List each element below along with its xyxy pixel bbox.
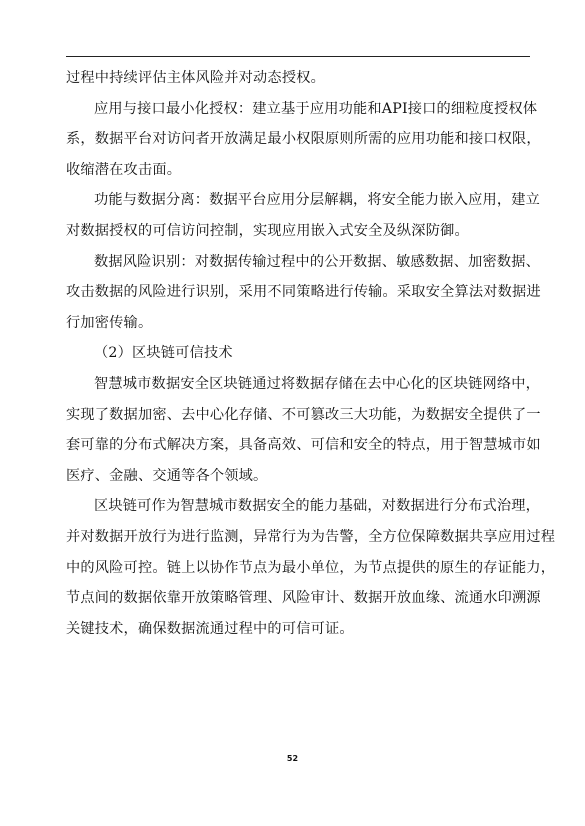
body-line: 攻击数据的风险进行识别，采用不同策略进行传输。采取安全算法对数据进 xyxy=(66,284,541,301)
body-line: 智慧城市数据安全区块链通过将数据存储在去中心化的区块链网络中， xyxy=(94,375,541,392)
body-line: 应用与接口最小化授权：建立基于应用功能和API接口的细粒度授权体 xyxy=(94,100,538,117)
body-line: 过程中持续评估主体风险并对动态授权。 xyxy=(66,70,325,86)
body-line: 实现了数据加密、去中心化存储、不可篡改三大功能，为数据安全提供了一 xyxy=(66,406,541,423)
body-line: 中的风险可控。链上以协作节点为最小单位，为节点提供的原生的存证能力， xyxy=(66,559,556,576)
body-line: 医疗、金融、交通等各个领域。 xyxy=(66,467,268,484)
body-line: 对数据授权的可信访问控制，实现应用嵌入式安全及纵深防御。 xyxy=(66,222,469,239)
body-line: 功能与数据分离：数据平台应用分层解耦，将安全能力嵌入应用，建立 xyxy=(94,192,541,209)
body-line: 并对数据开放行为进行监测，异常行为为告警，全方位保障数据共享应用过程 xyxy=(66,528,556,545)
body-line: 收缩潜在攻击面。 xyxy=(66,161,182,178)
section-heading: （2）区块链可信技术 xyxy=(94,345,233,362)
body-line: 套可靠的分布式解决方案，具备高效、可信和安全的特点，用于智慧城市如 xyxy=(66,437,541,454)
body-line: 系，数据平台对访问者开放满足最小权限原则所需的应用功能和接口权限， xyxy=(66,131,541,148)
body-line: 行加密传输。 xyxy=(66,314,153,331)
page-number: 52 xyxy=(286,754,299,763)
body-line: 关键技术，确保数据流通过程中的可信可证。 xyxy=(66,620,354,637)
body-line: 节点间的数据依靠开放策略管理、风险审计、数据开放血缘、流通水印溯源 xyxy=(66,590,541,607)
body-line: 数据风险识别：对数据传输过程中的公开数据、敏感数据、加密数据、 xyxy=(94,253,541,270)
body-line: 区块链可作为智慧城市数据安全的能力基础，对数据进行分布式治理， xyxy=(94,498,541,515)
header-rule xyxy=(66,56,530,57)
document-body xyxy=(66,66,556,641)
